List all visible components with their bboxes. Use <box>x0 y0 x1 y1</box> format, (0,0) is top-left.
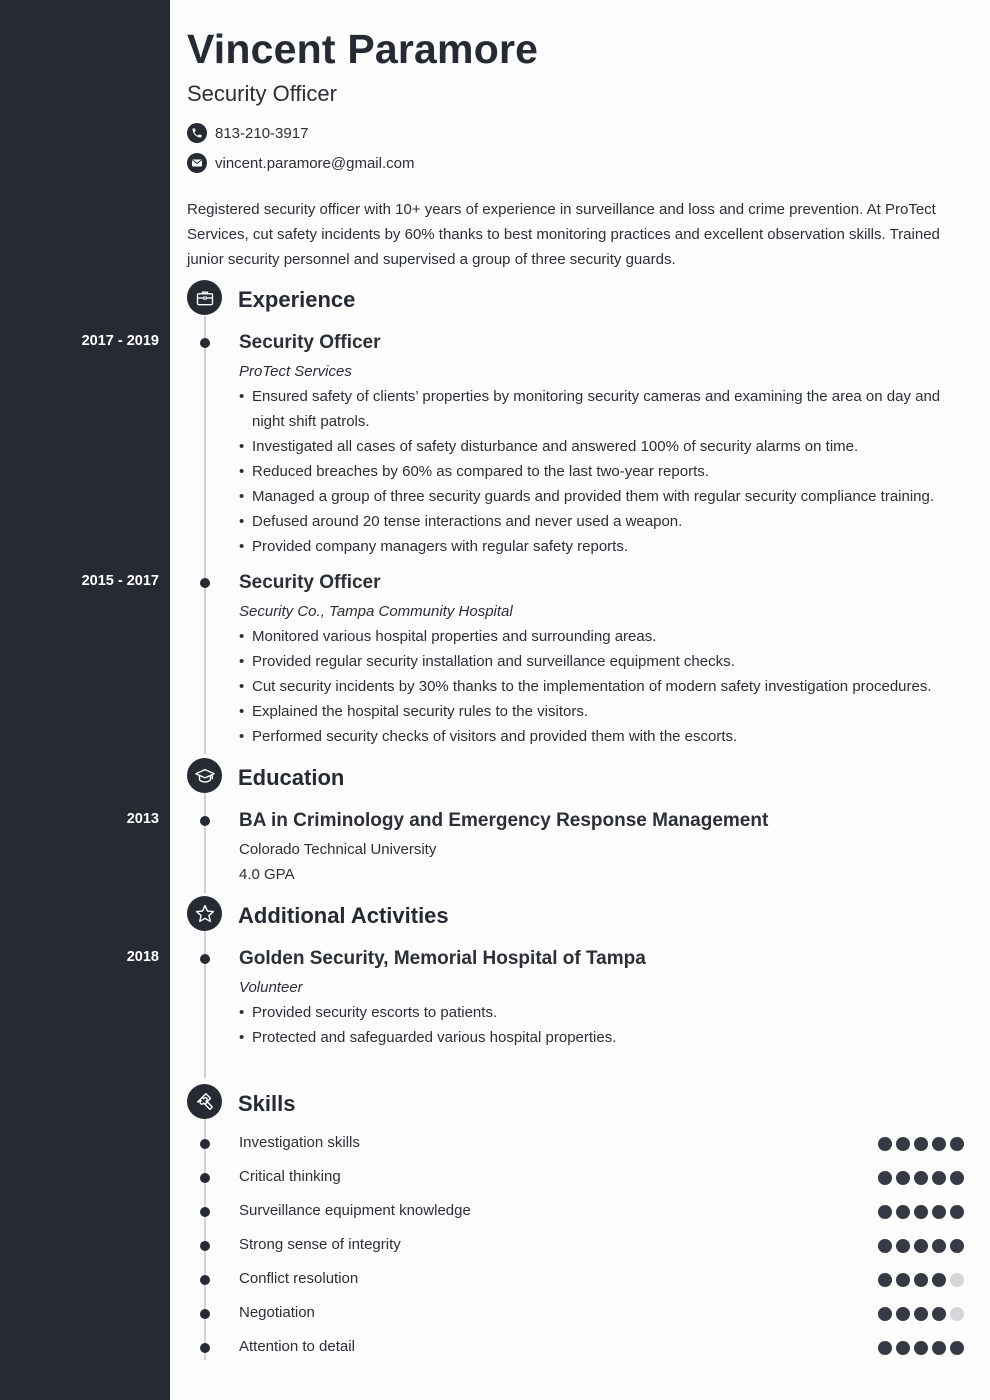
rating-dot-filled <box>950 1171 964 1185</box>
rating-dot-filled <box>932 1205 946 1219</box>
list-item: • Provided security escorts to patients. <box>239 1000 949 1025</box>
timeline-dot <box>200 338 210 348</box>
rating-dot-filled <box>932 1239 946 1253</box>
envelope-icon <box>187 153 207 173</box>
rating-dot-filled <box>914 1341 928 1355</box>
skill-rating <box>878 1239 964 1253</box>
skill-name: Surveillance equipment knowledge <box>239 1202 471 1219</box>
rating-dot-filled <box>896 1341 910 1355</box>
gpa: 4.0 GPA <box>239 866 295 883</box>
rating-dot-filled <box>950 1239 964 1253</box>
graduation-cap-icon <box>187 758 222 793</box>
company-name: Security Co., Tampa Community Hospital <box>239 603 513 620</box>
rating-dot-filled <box>932 1137 946 1151</box>
rating-dot-filled <box>914 1307 928 1321</box>
sidebar <box>0 0 170 1400</box>
star-icon <box>187 896 222 931</box>
timeline-dot <box>200 954 210 964</box>
list-item: • Managed a group of three security guards and provided them with regular security compliance training. <box>239 484 949 509</box>
rating-dot-filled <box>878 1273 892 1287</box>
skill-row <box>0 1134 990 1154</box>
skill-row <box>0 1168 990 1188</box>
skill-rating <box>878 1171 964 1185</box>
section-title-experience: Experience <box>238 287 356 312</box>
entry-date: 2018 <box>126 949 159 965</box>
rating-dot-filled <box>914 1239 928 1253</box>
briefcase-icon <box>187 280 222 315</box>
section-title-education: Education <box>238 765 345 790</box>
company-name: ProTect Services <box>239 363 352 380</box>
list-item: • Provided regular security installation and surveillance equipment checks. <box>239 649 949 674</box>
entry-date: 2013 <box>126 811 159 827</box>
list-item: • Protected and safeguarded various hospital properties. <box>239 1025 949 1050</box>
skill-row <box>0 1202 990 1222</box>
rating-dot-filled <box>896 1205 910 1219</box>
contact-phone <box>187 123 308 143</box>
skill-rating <box>878 1137 964 1151</box>
timeline-dot <box>200 1173 210 1183</box>
timeline-dot <box>200 1139 210 1149</box>
list-item: • Provided company managers with regular safety reports. <box>239 534 949 559</box>
candidate-name: Vincent Paramore <box>187 26 539 72</box>
rating-dot-filled <box>896 1171 910 1185</box>
timeline-dot <box>200 1207 210 1217</box>
rating-dot-filled <box>896 1239 910 1253</box>
list-item: • Reduced breaches by 60% as compared to the last two-year reports. <box>239 459 949 484</box>
rating-dot-filled <box>896 1307 910 1321</box>
skill-name: Strong sense of integrity <box>239 1236 401 1253</box>
skill-rating <box>878 1307 964 1321</box>
rating-dot-filled <box>896 1137 910 1151</box>
degree-title: BA in Criminology and Emergency Response Management <box>239 810 769 831</box>
list-item: • Monitored various hospital properties and surrounding areas. <box>239 624 949 649</box>
skill-rating <box>878 1341 964 1355</box>
skill-rating <box>878 1205 964 1219</box>
skill-row <box>0 1338 990 1358</box>
timeline-dot <box>200 1275 210 1285</box>
candidate-title: Security Officer <box>187 81 337 106</box>
activity-title: Golden Security, Memorial Hospital of Tampa <box>239 948 646 969</box>
timeline-dot <box>200 578 210 588</box>
section-title-skills: Skills <box>238 1091 296 1116</box>
rating-dot-filled <box>914 1205 928 1219</box>
skill-row <box>0 1236 990 1256</box>
puzzle-piece-icon <box>187 1084 222 1119</box>
list-item: • Performed security checks of visitors and provided them with the escorts. <box>239 724 949 749</box>
rating-dot-filled <box>950 1341 964 1355</box>
timeline-dot <box>200 1343 210 1353</box>
rating-dot-filled <box>932 1171 946 1185</box>
rating-dot-filled <box>932 1307 946 1321</box>
skill-name: Conflict resolution <box>239 1270 359 1287</box>
section-title-activities: Additional Activities <box>238 903 449 928</box>
timeline-experience <box>204 316 206 754</box>
rating-dot-filled <box>878 1307 892 1321</box>
rating-dot-filled <box>878 1171 892 1185</box>
rating-dot-filled <box>878 1137 892 1151</box>
rating-dot-filled <box>914 1171 928 1185</box>
rating-dot-filled <box>932 1341 946 1355</box>
phone-icon <box>187 123 207 143</box>
job-bullets <box>239 384 949 559</box>
list-item: • Ensured safety of clients’ properties by monitoring security cameras and examining the area on day and night shift patrols. <box>239 384 949 434</box>
skill-name: Investigation skills <box>239 1134 360 1151</box>
timeline-dot <box>200 1241 210 1251</box>
activity-bullets <box>239 1000 949 1050</box>
rating-dot-filled <box>878 1239 892 1253</box>
rating-dot-filled <box>896 1273 910 1287</box>
rating-dot-filled <box>932 1273 946 1287</box>
job-title: Security Officer <box>239 332 381 353</box>
timeline-dot <box>200 816 210 826</box>
skill-row <box>0 1304 990 1324</box>
rating-dot-filled <box>950 1137 964 1151</box>
skill-row <box>0 1270 990 1290</box>
entry-date: 2015 - 2017 <box>81 573 159 589</box>
list-item: • Investigated all cases of safety disturbance and answered 100% of security alarms on time. <box>239 434 949 459</box>
list-item: • Cut security incidents by 30% thanks to the implementation of modern safety investigation procedures. <box>239 674 949 699</box>
skill-name: Attention to detail <box>239 1338 355 1355</box>
job-title: Security Officer <box>239 572 381 593</box>
entry-date: 2017 - 2019 <box>81 333 159 349</box>
rating-dot-empty <box>950 1273 964 1287</box>
rating-dot-empty <box>950 1307 964 1321</box>
professional-summary: Registered security officer with 10+ years of experience in surveillance and loss and crime prevention. At ProTect Services, cut safety incidents by 60% thanks to best monitoring practices and excellent observation skills. Trained junior security personnel and supervised a group of three security guards. <box>187 201 940 268</box>
activity-role: Volunteer <box>239 979 303 996</box>
list-item: • Defused around 20 tense interactions and never used a weapon. <box>239 509 949 534</box>
rating-dot-filled <box>950 1205 964 1219</box>
contact-email <box>187 153 414 173</box>
timeline-dot <box>200 1309 210 1319</box>
skill-rating <box>878 1273 964 1287</box>
rating-dot-filled <box>914 1273 928 1287</box>
email-address: vincent.paramore@gmail.com <box>215 154 415 172</box>
timeline-activities <box>204 930 206 1078</box>
phone-number: 813-210-3917 <box>215 124 309 142</box>
school-name: Colorado Technical University <box>239 841 437 858</box>
rating-dot-filled <box>878 1341 892 1355</box>
rating-dot-filled <box>914 1137 928 1151</box>
job-bullets <box>239 624 949 749</box>
timeline-education <box>204 793 206 893</box>
list-item: • Explained the hospital security rules to the visitors. <box>239 699 949 724</box>
skill-name: Negotiation <box>239 1304 315 1321</box>
skill-name: Critical thinking <box>239 1168 341 1185</box>
rating-dot-filled <box>878 1205 892 1219</box>
